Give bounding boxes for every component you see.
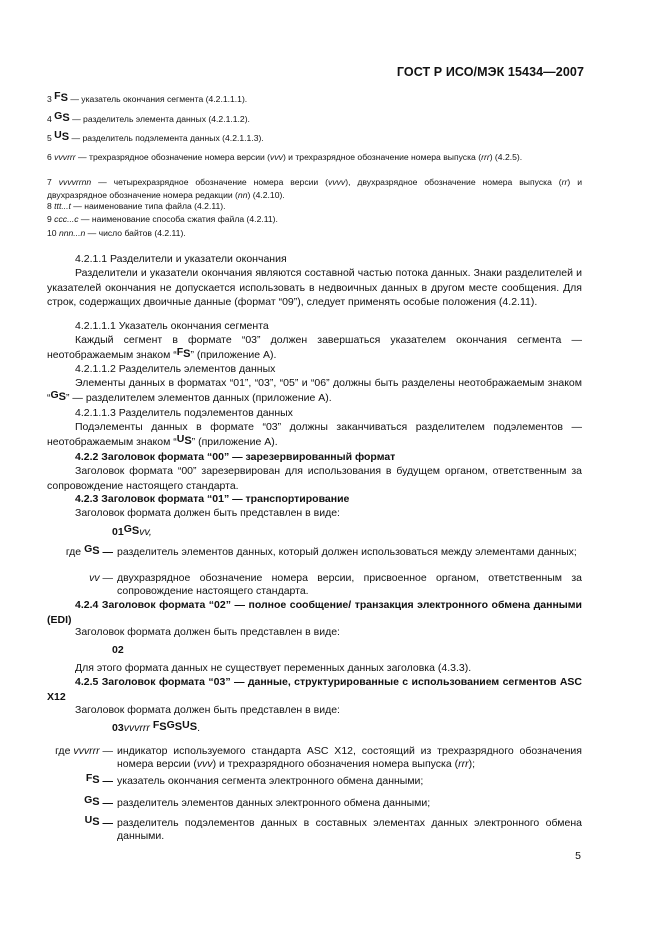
gs-symbol: GS [84, 794, 100, 808]
section-4-2-1-1-1-heading: 4.2.1.1.1 Указатель окончания сегмента [75, 320, 269, 332]
fs-symbol: FS [85, 772, 100, 786]
gs-symbol: GS [84, 543, 100, 557]
footnote-9: 9 ccc...c — наименование способа сжатия файла (4.2.11). [47, 214, 278, 224]
section-4-2-5-body: Заголовок формата должен быть представлен в виде: [75, 704, 340, 716]
section-4-2-2-body: Заголовок формата “00” зарезервирован для использования в будущем органом, ответственным за сопровождение настоящего стандарта. [47, 465, 582, 492]
gs-symbol: GS [166, 719, 183, 733]
gs-symbol: GS [50, 388, 67, 403]
page-number: 5 [575, 850, 581, 862]
format-03-formula: 03vvvrrr FSGSUS. [112, 719, 200, 734]
us-symbol: US [54, 129, 70, 143]
section-4-2-3-heading: 4.2.3 Заголовок формата “01” — транспортирование [75, 493, 350, 505]
fs-symbol: FS [152, 719, 167, 733]
us-symbol: US [176, 432, 192, 447]
section-4-2-5-heading: 4.2.5 Заголовок формата “03” — данные, структурированные с использованием сегментов ASC X12 [47, 676, 582, 703]
footnote-7: 7 vvvvrrnn — четырехразрядное обозначение номера версии (vvvv), двухразрядное обозначение номера выпуска (rr) и двухразрядное обозначение номера редакции (nn) (4.2.10). [47, 177, 583, 200]
format-01-formula: 01GSvv, [112, 523, 152, 538]
section-4-2-1-1-3-heading: 4.2.1.1.3 Разделитель подэлементов данных [75, 407, 293, 419]
footnote-8: 8 ttt...t — наименование типа файла (4.2.11). [47, 201, 226, 211]
format-01-def-gs: где GS — разделитель элементов данных, который должен использоваться между элементами данных; [65, 543, 577, 558]
footnote-10: 10 nnn...n — число байтов (4.2.11). [47, 228, 186, 238]
section-4-2-4-note: Для этого формата данных не существует переменных данных заголовка (4.3.3). [75, 662, 472, 674]
section-4-2-1-1-2-heading: 4.2.1.1.2 Разделитель элементов данных [75, 363, 276, 375]
us-symbol: US [182, 719, 198, 733]
format-03-def-fs: FS — указатель окончания сегмента электронного обмена данными; [85, 772, 424, 787]
footnote-5: 5 US — разделитель подэлемента данных (4.2.1.1.3). [47, 129, 264, 143]
standard-header: ГОСТ Р ИСО/МЭК 15434—2007 [396, 65, 584, 79]
section-4-2-1-1-3-body: Подэлементы данных в формате “03” должны заканчиваться разделителем подэлементов — неотображаемым знаком “US” (приложение А). [47, 421, 582, 448]
section-4-2-1-1-1-body: Каждый сегмент в формате “03” должен завершаться указателем окончания сегмента — неотображаемым знаком “FS” (приложение А). [47, 334, 582, 361]
footnote-3: 3 FS — указатель окончания сегмента (4.2.1.1.1). [47, 90, 248, 104]
section-4-2-1-1-body: Разделители и указатели окончания являются составной частью потока данных. Знаки разделителей и указателей окончания не допускается использовать в недвоичных данных в другом месте сообщения. Для строк, содержащих двоичные данные (формат “09”), следует применять особые положения (4.2.11). [47, 267, 582, 308]
footnote-4: 4 GS — разделитель элемента данных (4.2.1.1.2). [47, 110, 250, 124]
fs-symbol: FS [176, 345, 191, 360]
gs-symbol: GS [54, 110, 70, 124]
section-4-2-1-1-heading: 4.2.1.1 Разделители и указатели окончания [75, 253, 287, 265]
section-4-2-3-body: Заголовок формата должен быть представлен в виде: [75, 507, 340, 519]
section-4-2-2-heading: 4.2.2 Заголовок формата “00” — зарезервированный формат [75, 451, 396, 463]
section-4-2-4-body: Заголовок формата должен быть представлен в виде: [75, 626, 340, 638]
footnote-6: 6 vvvrrr — трехразрядное обозначение номера версии (vvv) и трехразрядное обозначение номера выпуска (rrr) (4.2.5). [47, 152, 523, 162]
fs-symbol: FS [54, 90, 68, 104]
format-03-def-us: US — разделитель подэлементов данных в составных элементах данных электронного обмена данными. [84, 814, 582, 842]
format-02-formula: 02 [112, 644, 124, 656]
gs-symbol: GS [123, 523, 140, 537]
format-03-def-gs: GS — разделитель элементов данных электронного обмена данными; [84, 794, 431, 809]
us-symbol: US [84, 814, 100, 828]
format-03-def-vvvrrr: где vvvrrr — индикатор используемого стандарта ASC X12, состоящий из трехразрядного обозначения номера версии (vvv) и трехразрядного обозначения номера выпуска (rrr); [55, 745, 582, 770]
format-01-def-vv: vv — двухразрядное обозначение номера версии, присвоенное органом, ответственным за сопровождение настоящего стандарта. [89, 572, 582, 597]
section-4-2-4-heading: 4.2.4 Заголовок формата “02” — полное сообщение/ транзакция электронного обмена данными (EDI) [47, 599, 582, 626]
section-4-2-1-1-2-body: Элементы данных в форматах “01”, “03”, “05” и “06” должны быть разделены неотображаемым знаком “GS” — разделителем элементов данных (приложение А). [47, 377, 582, 404]
